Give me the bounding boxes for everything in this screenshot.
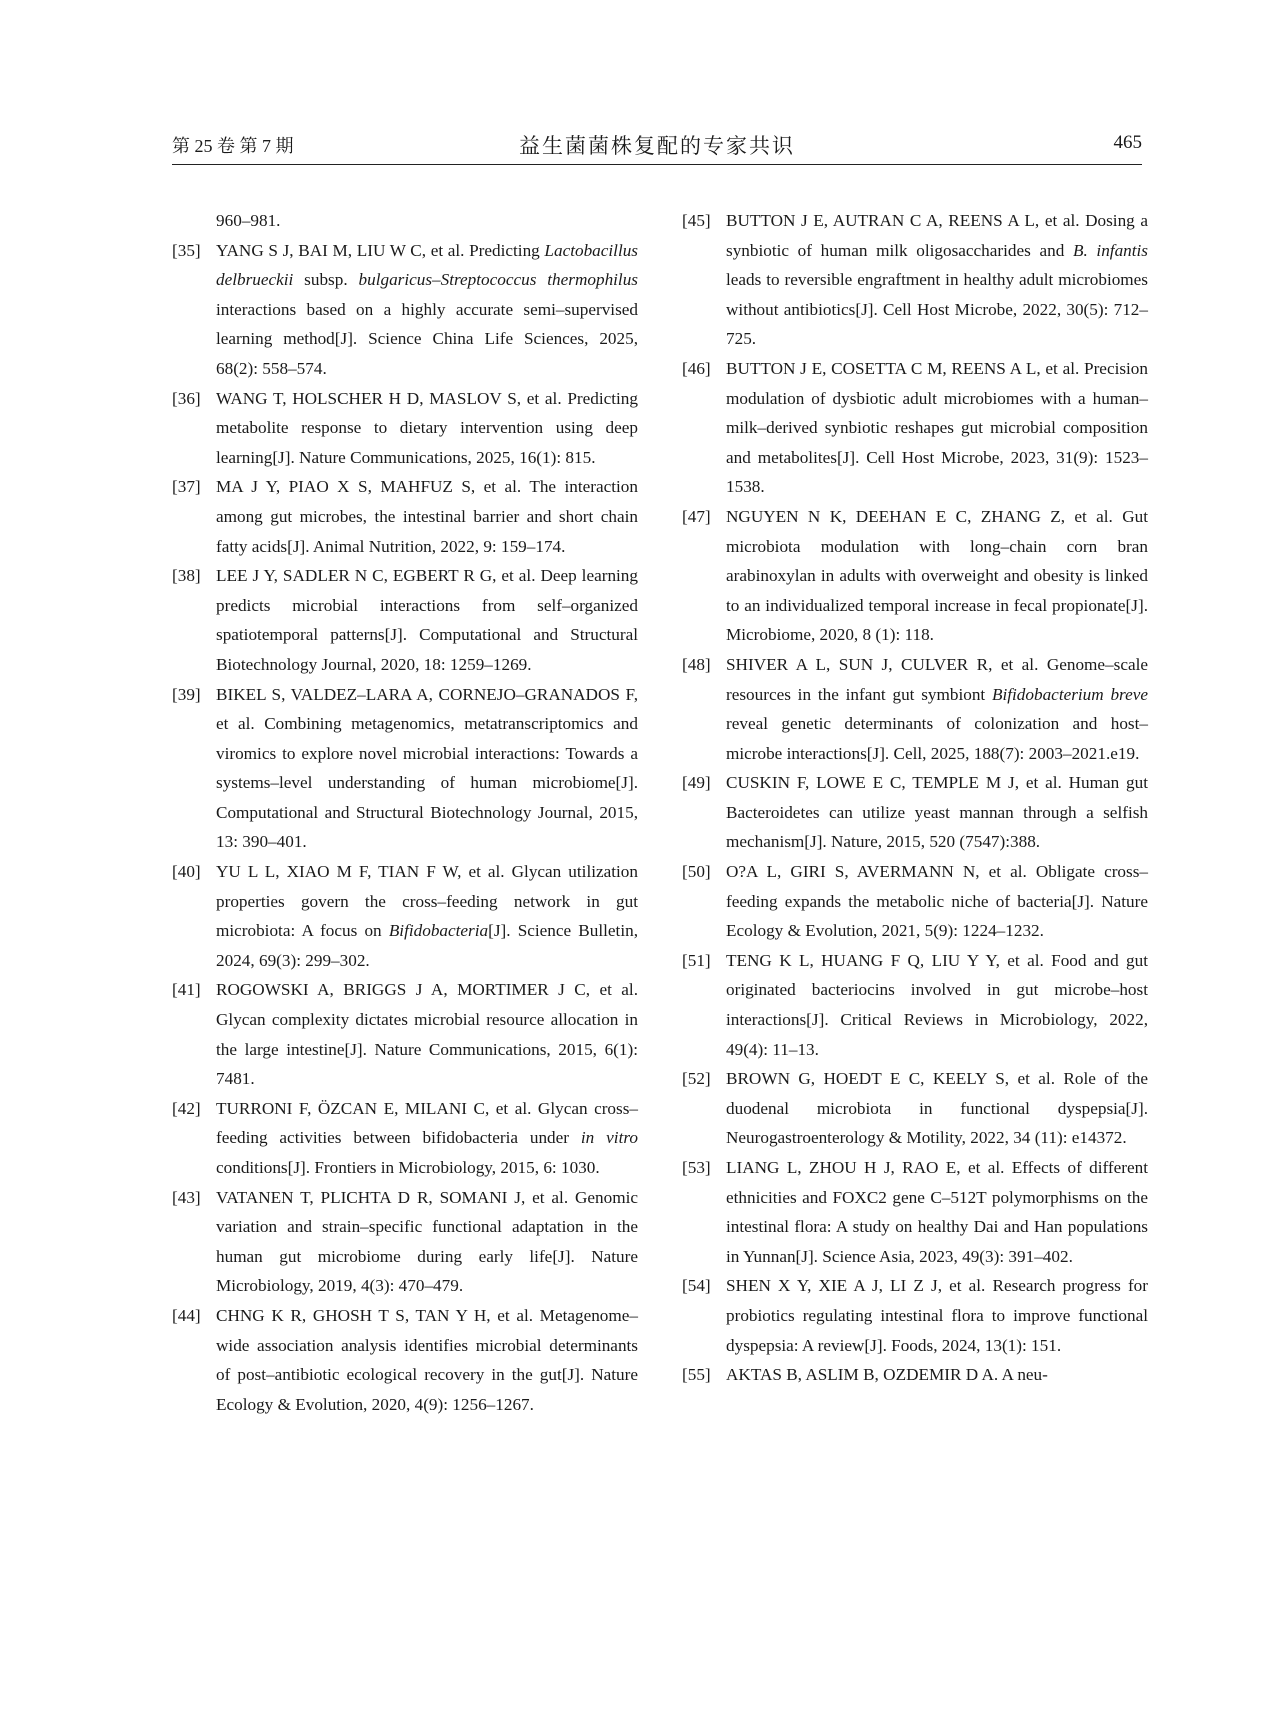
reference-text	[216, 857, 638, 975]
reference-text	[726, 857, 1148, 946]
reference-entry	[682, 502, 1148, 650]
reference-number: [40]	[172, 862, 201, 882]
italic-term: B. infantis	[1072, 240, 1148, 260]
reference-entry	[172, 857, 638, 975]
reference-text-part: leads to reversible engraftment in healthy adult microbiomes without antibiotics[J]. Cell Host Microbe, 2022, 30(5): 712–725.	[726, 270, 1148, 349]
reference-entry	[172, 384, 638, 473]
reference-text-part: BUTTON J E, COSETTA C M, REENS A L, et al. Precision modulation of dysbiotic adult microbiomes with a human–milk–derived synbiotic reshapes gut microbial composition and metabolites[J]. Cell Host Microbe, 2023, 31(9): 1523–1538.	[726, 358, 1148, 497]
reference-number: [46]	[682, 358, 711, 378]
reference-entry	[682, 1271, 1148, 1360]
reference-text-part: interactions based on a highly accurate semi–supervised learning method[J]. Science China Life Sciences, 2025, 68(2): 558–574.	[216, 299, 638, 378]
reference-text-part: 960–981.	[216, 211, 281, 230]
reference-text-part: TENG K L, HUANG F Q, LIU Y Y, et al. Food and gut originated bacteriocins involved in gut microbe–host interactions[J]. Critical Reviews in Microbiology, 2022, 49(4): 11–13.	[726, 950, 1148, 1059]
reference-entry	[172, 206, 638, 236]
reference-text-part: reveal genetic determinants of colonization and host–microbe interactions[J]. Cell, 2025, 188(7): 2003–2021.e19.	[726, 714, 1148, 763]
italic-term: Bifidobacterium breve	[991, 684, 1148, 704]
reference-text	[216, 1301, 638, 1419]
reference-text	[726, 354, 1148, 502]
reference-entry	[682, 1153, 1148, 1271]
reference-number: [44]	[172, 1305, 201, 1325]
reference-text-part: [J]. Science Bulletin, 2024, 69(3): 299–302.	[216, 921, 638, 970]
reference-entry	[682, 650, 1148, 768]
reference-text	[726, 650, 1148, 768]
reference-text	[726, 1064, 1148, 1153]
reference-text-part: VATANEN T, PLICHTA D R, SOMANI J, et al. Genomic variation and strain–specific functional adaptation in the human gut microbiome during early life[J]. Nature Microbiology, 2019, 4(3): 470–479.	[216, 1187, 638, 1296]
reference-column-right	[682, 206, 1148, 1390]
reference-entry	[682, 1064, 1148, 1153]
reference-text-part: NGUYEN N K, DEEHAN E C, ZHANG Z, et al. Gut microbiota modulation with long–chain corn bran arabinoxylan in adults with overweight and obesity is linked to an individualized temporal increase in fecal propionate[J]. Microbiome, 2020, 8 (1): 118.	[726, 506, 1148, 645]
reference-entry	[682, 354, 1148, 502]
reference-number: [36]	[172, 388, 201, 408]
reference-number: [38]	[172, 566, 201, 586]
reference-text	[216, 384, 638, 473]
reference-number: [42]	[172, 1098, 201, 1118]
reference-text	[216, 1183, 638, 1301]
reference-text-part: SHEN X Y, XIE A J, LI Z J, et al. Research progress for probiotics regulating intestinal flora to improve functional dyspepsia: A review[J]. Foods, 2024, 13(1): 151.	[726, 1276, 1148, 1355]
reference-text-part: CHNG K R, GHOSH T S, TAN Y H, et al. Metagenome–wide association analysis identifies microbial determinants of post–antibiotic ecological recovery in the gut[J]. Nature Ecology & Evolution, 2020, 4(9): 1256–1267.	[216, 1305, 638, 1414]
reference-entry	[682, 946, 1148, 1064]
italic-term: Bifidobacteria	[388, 921, 489, 941]
italic-term: Lactobacillus delbrueckii	[216, 240, 638, 290]
reference-text-part: BROWN G, HOEDT E C, KEELY S, et al. Role of the duodenal microbiota in functional dyspepsia[J]. Neurogastroenterology & Motility, 2022, 34 (11): e14372.	[726, 1069, 1148, 1148]
running-header	[172, 130, 1142, 165]
reference-number: [55]	[682, 1365, 711, 1385]
reference-number: [49]	[682, 773, 711, 793]
reference-number: [37]	[172, 477, 201, 497]
reference-number: [50]	[682, 862, 711, 882]
italic-term: in vitro	[580, 1128, 638, 1148]
reference-number: [54]	[682, 1276, 711, 1296]
running-title: 益生菌菌株复配的专家共识	[519, 134, 795, 158]
reference-entry	[172, 561, 638, 679]
reference-number: [51]	[682, 950, 711, 970]
reference-number: [45]	[682, 211, 711, 230]
reference-text-part: AKTAS B, ASLIM B, OZDEMIR D A. A neu-	[726, 1365, 1048, 1385]
reference-text-part: CUSKIN F, LOWE E C, TEMPLE M J, et al. Human gut Bacteroidetes can utilize yeast mannan through a selfish mechanism[J]. Nature, 2015, 520 (7547):388.	[726, 773, 1148, 852]
reference-text-part: BIKEL S, VALDEZ–LARA A, CORNEJO–GRANADOS F, et al. Combining metagenomics, metatranscriptomics and viromics to explore novel microbial interactions: Towards a systems–level understanding of human microbiome[J]. Computational and Structural Biotechnology Journal, 2015, 13: 390–401.	[216, 684, 638, 852]
reference-number: [47]	[682, 506, 711, 526]
reference-entry	[172, 1183, 638, 1301]
reference-text	[216, 975, 638, 1093]
reference-entry	[172, 236, 638, 384]
reference-entry	[682, 768, 1148, 857]
reference-text	[216, 236, 638, 384]
reference-number: [52]	[682, 1069, 711, 1089]
reference-entry	[172, 1301, 638, 1419]
reference-number: [48]	[682, 654, 711, 674]
reference-text-part: SHIVER A L, SUN J, CULVER R, et al. Genome–scale resources in the infant gut symbiont	[726, 654, 1148, 704]
reference-text	[726, 1360, 1148, 1390]
reference-text	[216, 1094, 638, 1183]
reference-text-part: BUTTON J E, AUTRAN C A, REENS A L, et al. Dosing a synbiotic of human milk oligosaccharides and	[726, 211, 1148, 260]
reference-text	[216, 680, 638, 858]
reference-entry	[172, 975, 638, 1093]
page-number: 465	[1113, 132, 1142, 153]
reference-text-part: ROGOWSKI A, BRIGGS J A, MORTIMER J C, et al. Glycan complexity dictates microbial resource allocation in the large intestine[J]. Nature Communications, 2015, 6(1): 7481.	[216, 980, 638, 1089]
reference-entry	[172, 1094, 638, 1183]
reference-number: [41]	[172, 980, 201, 1000]
reference-text-part: O?A L, GIRI S, AVERMANN N, et al. Obligate cross–feeding expands the metabolic niche of bacteria[J]. Nature Ecology & Evolution, 2021, 5(9): 1224–1232.	[726, 862, 1148, 941]
journal-volume-issue: 第 25 卷 第 7 期	[172, 136, 294, 156]
reference-text-part: YU L L, XIAO M F, TIAN F W, et al. Glycan utilization properties govern the cross–feeding network in gut microbiota: A focus on	[216, 862, 638, 941]
reference-text-part: MA J Y, PIAO X S, MAHFUZ S, et al. The interaction among gut microbes, the intestinal barrier and short chain fatty acids[J]. Animal Nutrition, 2022, 9: 159–174.	[216, 477, 638, 556]
reference-text-part: subsp.	[293, 270, 359, 290]
reference-number: [39]	[172, 684, 201, 704]
reference-text-part: TURRONI F, ÖZCAN E, MILANI C, et al. Glycan cross–feeding activities between bifidobacteria under	[216, 1098, 638, 1148]
reference-number: [43]	[172, 1187, 201, 1207]
italic-term: bulgaricus–Streptococcus thermophilus	[358, 270, 638, 290]
reference-text-part: YANG S J, BAI M, LIU W C, et al. Predicting	[216, 240, 545, 260]
reference-entry	[172, 472, 638, 561]
reference-entry	[172, 680, 638, 858]
reference-text	[726, 1271, 1148, 1360]
reference-column-left	[172, 206, 638, 1419]
reference-number: [35]	[172, 240, 201, 260]
reference-text-part: WANG T, HOLSCHER H D, MASLOV S, et al. Predicting metabolite response to dietary intervention using deep learning[J]. Nature Communications, 2025, 16(1): 815.	[216, 388, 638, 467]
reference-entry	[682, 1360, 1148, 1390]
reference-number: [53]	[682, 1158, 711, 1177]
reference-text-part: LEE J Y, SADLER N C, EGBERT R G, et al. Deep learning predicts microbial interactions from self–organized spatiotemporal patterns[J]. Computational and Structural Biotechnology Journal, 2020, 18: 1259–1269.	[216, 566, 638, 674]
reference-entry	[682, 206, 1148, 354]
reference-text	[216, 206, 638, 236]
reference-text-part: LIANG L, ZHOU H J, RAO E, et al. Effects of different ethnicities and FOXC2 gene C–512T polymorphisms on the intestinal flora: A study on healthy Dai and Han populations in Yunnan[J]. Science Asia, 2023, 49(3): 391–402.	[726, 1158, 1148, 1266]
reference-text-part: conditions[J]. Frontiers in Microbiology, 2015, 6: 1030.	[216, 1158, 600, 1177]
reference-text	[726, 502, 1148, 650]
reference-entry	[682, 857, 1148, 946]
reference-text	[726, 1153, 1148, 1271]
reference-text	[726, 768, 1148, 857]
reference-text	[216, 561, 638, 679]
reference-text	[726, 946, 1148, 1064]
reference-text	[216, 472, 638, 561]
reference-text	[726, 206, 1148, 354]
